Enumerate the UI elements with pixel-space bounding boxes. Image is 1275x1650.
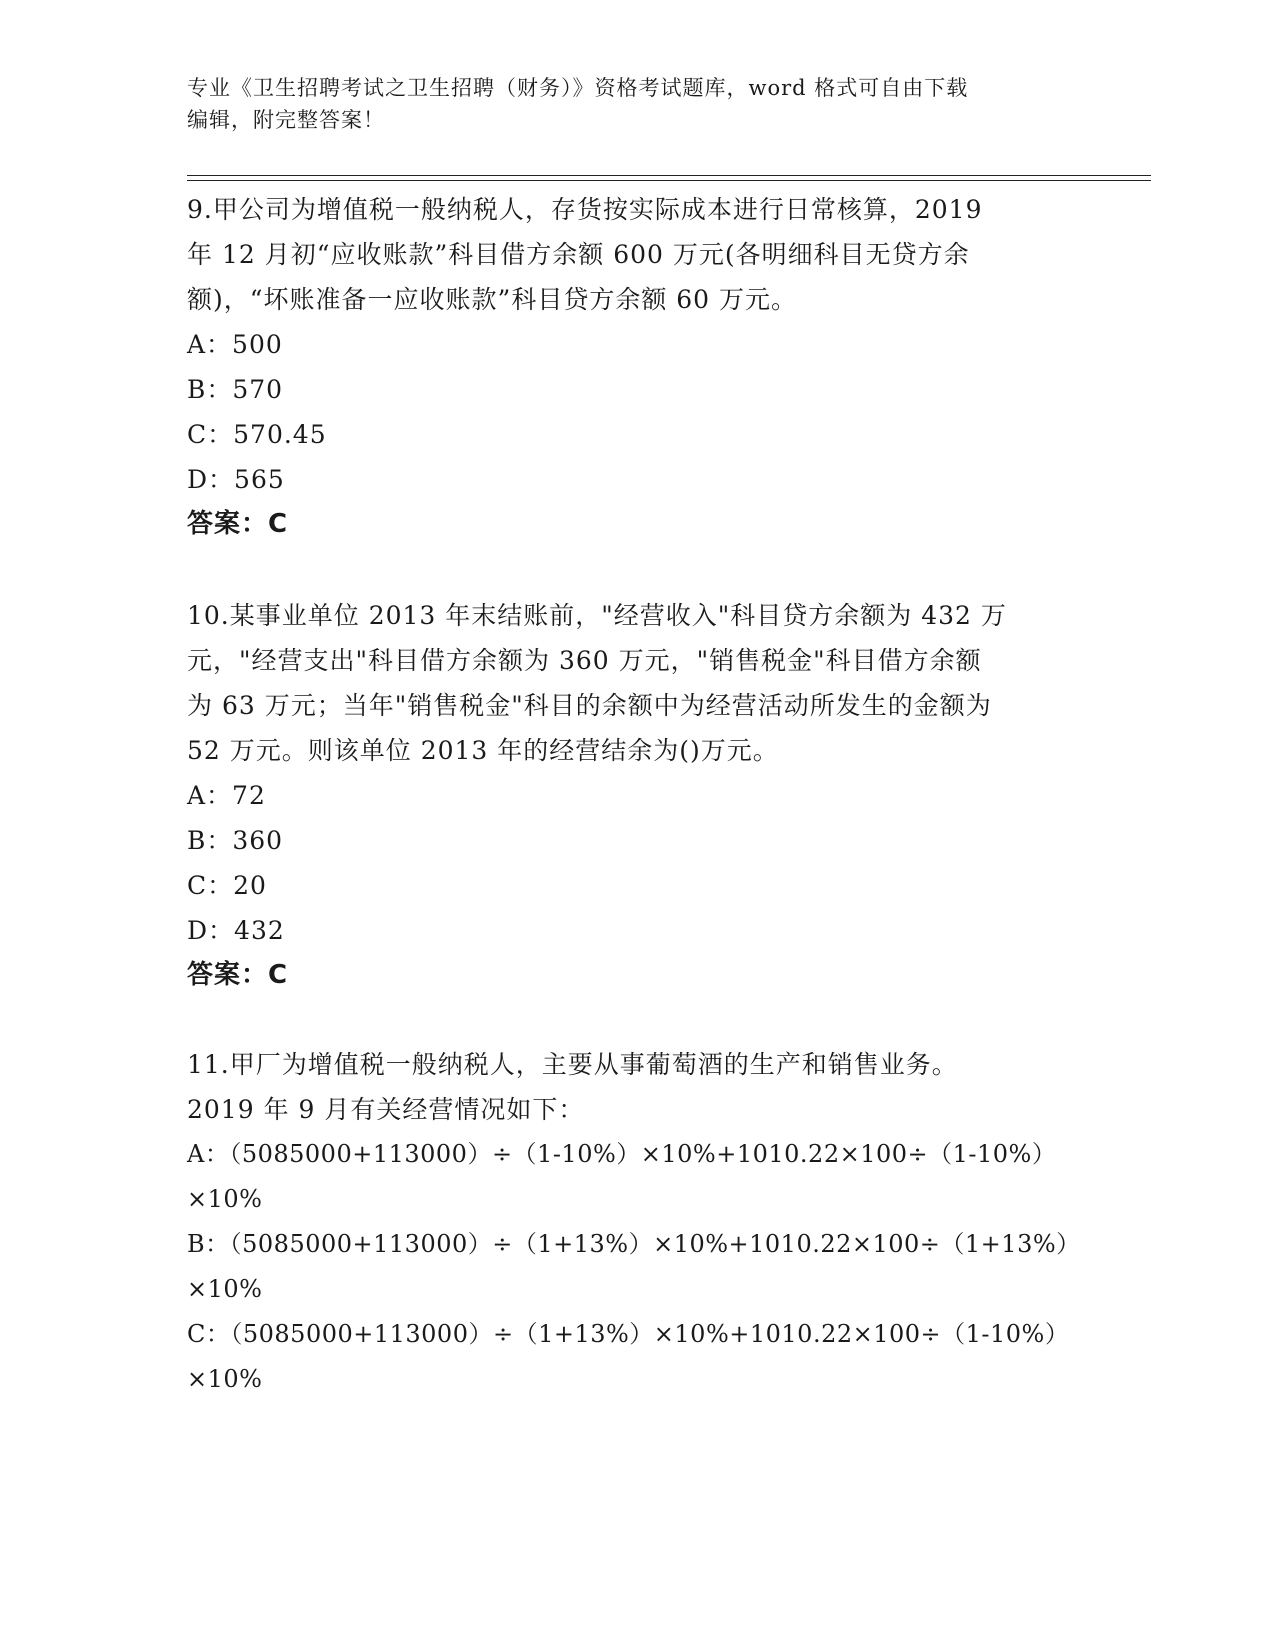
option-a: A：500 [187,330,283,359]
option-a-continued: ×10% [187,1185,263,1213]
question-9 [187,187,1067,547]
option-c: C：20 [187,871,267,900]
question-text-line: 10.某事业单位 2013 年末结账前，"经营收入"科目贷方余额为 432 万 [187,601,1007,630]
option-b: B：（5085000+113000）÷（1+13%）×10%+1010.22×100÷（1+13%） [187,1230,1081,1258]
question-text-line: 9.甲公司为增值税一般纳税人，存货按实际成本进行日常核算，2019 [187,195,983,224]
question-text-line: 为 63 万元；当年"销售税金"科目的余额中为经营活动所发生的金额为 [187,691,992,720]
option-a: A：（5085000+113000）÷（1-10%）×10%+1010.22×100÷（1-10%） [187,1140,1057,1168]
header-line-1: 专业《卫生招聘考试之卫生招聘（财务）》资格考试题库，word 格式可自由下载 [187,76,969,100]
document-header [187,72,1067,136]
answer-label: 答案：C [187,509,289,539]
option-c: C：（5085000+113000）÷（1+13%）×10%+1010.22×100÷（1-10%） [187,1320,1070,1348]
option-d: D：565 [187,465,285,494]
answer-label: 答案：C [187,960,289,990]
header-divider-bottom [187,180,1151,181]
header-divider-top [187,175,1151,176]
option-b: B：360 [187,826,284,855]
question-text-line: 元，"经营支出"科目借方余额为 360 万元，"销售税金"科目借方余额 [187,646,982,675]
header-line-2: 编辑，附完整答案！ [187,108,385,132]
question-11 [187,1042,1081,1402]
question-text-line: 2019 年 9 月有关经营情况如下： [187,1095,585,1124]
question-text-line: 年 12 月初“应收账款”科目借方余额 600 万元(各明细科目无贷方余 [187,240,970,269]
option-c: C：570.45 [187,420,327,449]
question-text-line: 额)，“坏账准备一应收账款”科目贷方余额 60 万元。 [187,285,798,314]
option-a: A：72 [187,781,266,810]
option-c-continued: ×10% [187,1365,263,1393]
option-b: B：570 [187,375,284,404]
question-text-line: 11.甲厂为增值税一般纳税人，主要从事葡萄酒的生产和销售业务。 [187,1050,958,1079]
question-text-line: 52 万元。则该单位 2013 年的经营结余为()万元。 [187,736,779,765]
option-d: D：432 [187,916,285,945]
question-10 [187,593,1067,998]
option-b-continued: ×10% [187,1275,263,1303]
